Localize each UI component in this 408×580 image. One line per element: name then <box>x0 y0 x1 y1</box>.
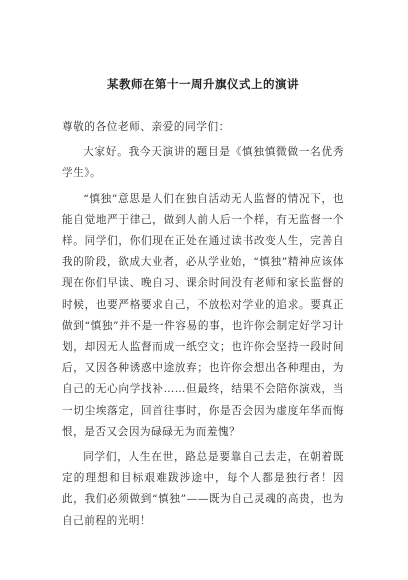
salutation: 尊敬的各位老师、亲爱的同学们： <box>62 121 230 133</box>
document-title: 某教师在第十一周升旗仪式上的演讲 <box>107 77 299 91</box>
paragraph-conclusion: 同学们，人生在世，路总是要靠自己去走，在朝着既定的理想和目标艰难跋涉途中，每个人都是独行者！因此，我们必须做到“慎独”——既为自己灵魂的高贵，也为自己前程的光明！ <box>62 451 344 527</box>
paragraph-body: “慎独”意思是人们在独自活动无人监督的情况下，也能自觉地严于律己，做到人前人后一个样，有无监督一个样。同学们，你们现在正处在通过读书改变人生，完善自我的阶段，欲成大业者，必从学业始，“慎独”精神应该体现在你们早读、晚自习、课余时间没有老师和家长监督的时候，也要严格要求自己，不放松对学业的追求。要真正做到“慎独”并不是一件容易的事，也许你会制定好学习计划，却因无人监督而成一纸空文；也许你会坚持一段时间后，又因各种诱惑中途放弃；也许你会想出各种理由，为自己的无心向学找补……但最终，结果不会陪你演戏，当一切尘埃落定，回首往事时，你是否会因为虚度年华而悔恨，是否又会因为碌碌无为而羞愧？ <box>62 192 344 438</box>
paragraph-greeting: 大家好。我今天演讲的题目是《慎独慎微做一名优秀学生》。 <box>62 146 344 180</box>
